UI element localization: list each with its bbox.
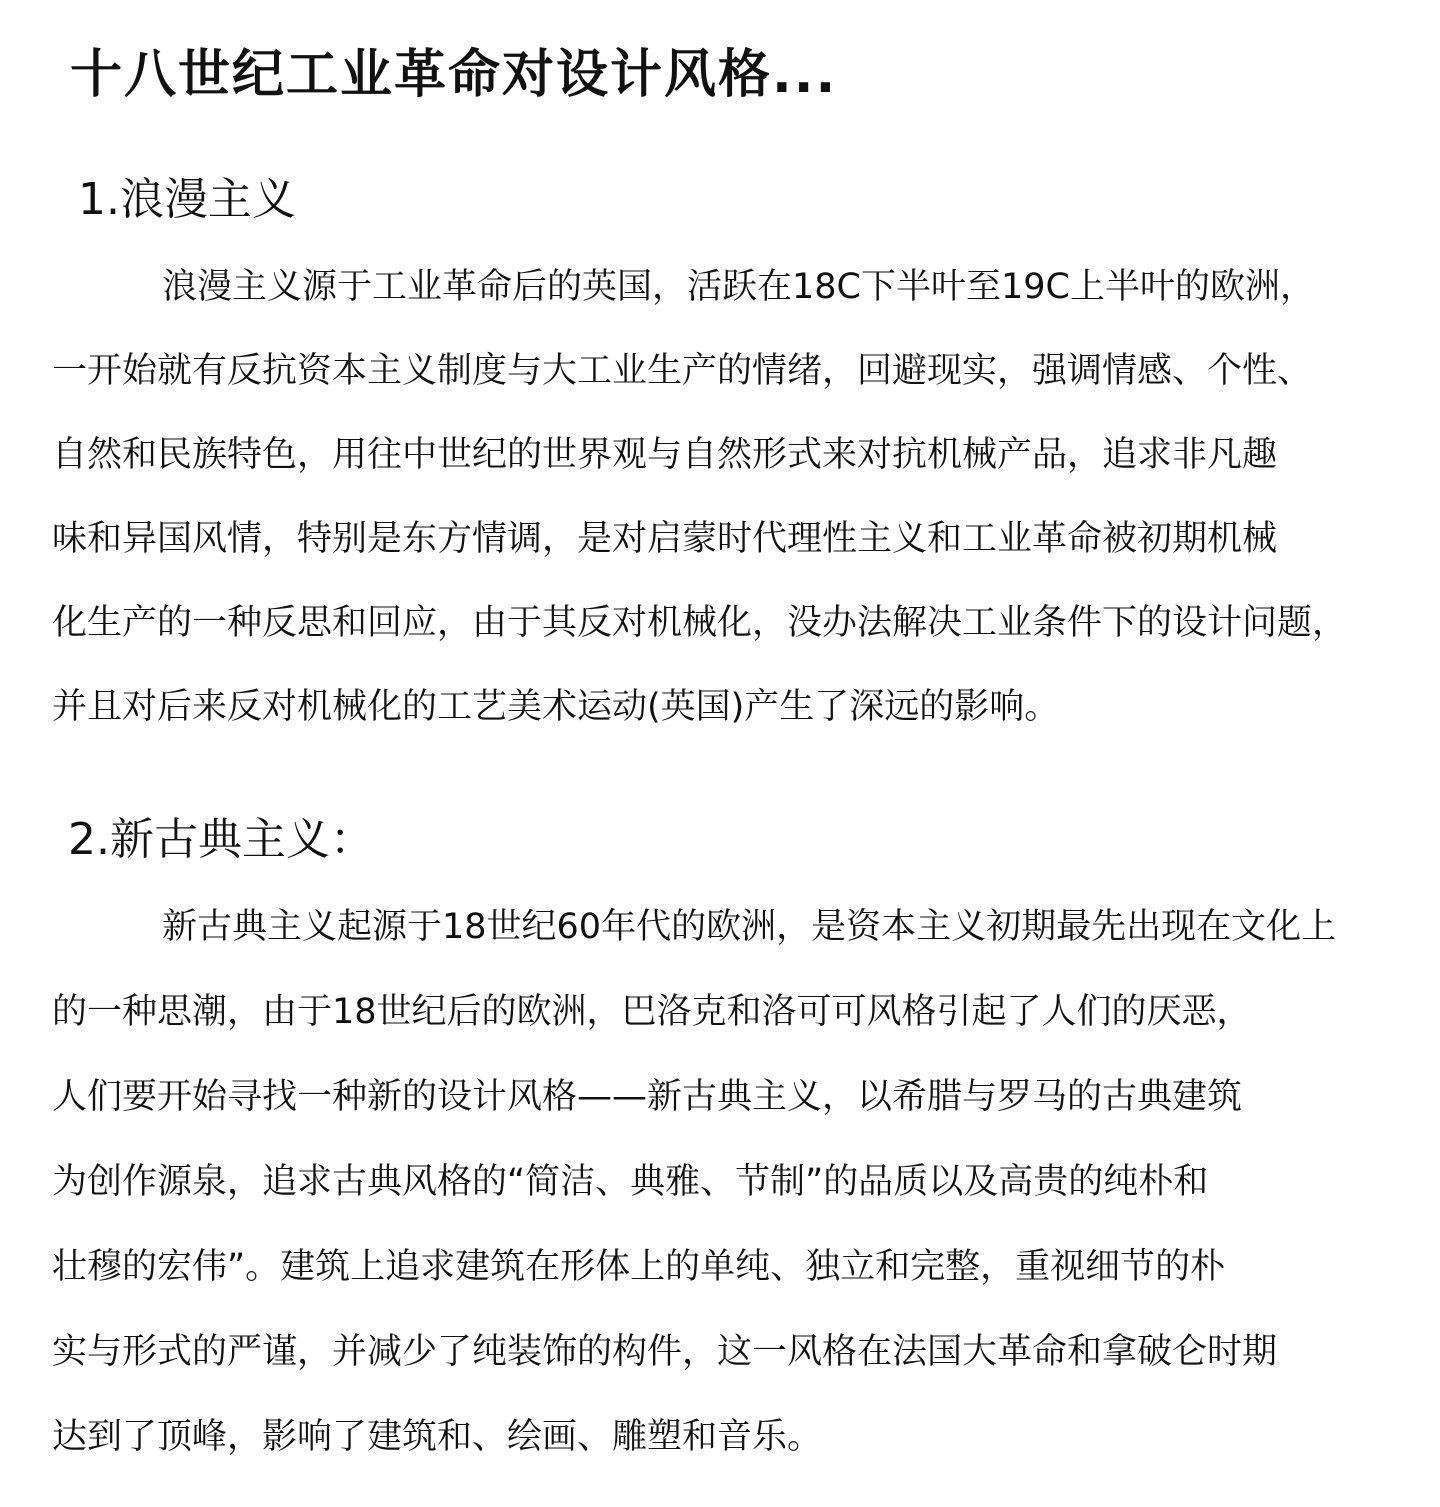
paragraph-line: 味和异国风情，特别是东方情调，是对启蒙时代理性主义和工业革命被初期机械 bbox=[52, 519, 1278, 559]
paragraph-line: 化生产的一种反思和回应，由于其反对机械化，没办法解决工业条件下的设计问题， bbox=[52, 603, 1348, 643]
paragraph-line: 自然和民族特色，用往中世纪的世界观与自然形式来对抗机械产品，追求非凡趣 bbox=[52, 435, 1278, 475]
section-1-paragraph bbox=[52, 245, 1402, 749]
paragraph-line: 实与形式的严谨，并减少了纯装饰的构件，这一风格在法国大革命和拿破仑时期 bbox=[52, 1332, 1278, 1372]
section-1-heading: 1.浪漫主义 bbox=[78, 174, 296, 225]
paragraph-line: 一开始就有反抗资本主义制度与大工业生产的情绪，回避现实，强调情感、个性、 bbox=[52, 351, 1313, 391]
paragraph-line: 人们要开始寻找一种新的设计风格——新古典主义，以希腊与罗马的古典建筑 bbox=[52, 1077, 1243, 1117]
paragraph-line: 浪漫主义源于工业革命后的英国，活跃在18C下半叶至19C上半叶的欧洲， bbox=[162, 267, 1315, 307]
section-2-paragraph bbox=[52, 885, 1402, 1480]
paragraph-line: 的一种思潮，由于18世纪后的欧洲，巴洛克和洛可可风格引起了人们的厌恶， bbox=[52, 992, 1252, 1032]
paragraph-line: 壮穆的宏伟”。建筑上追求建筑在形体上的单纯、独立和完整，重视细节的朴 bbox=[52, 1247, 1226, 1287]
page-title: 十八世纪工业革命对设计风格... bbox=[70, 45, 838, 105]
paragraph-line: 为创作源泉，追求古典风格的“简洁、典雅、节制”的品质以及高贵的纯朴和 bbox=[52, 1162, 1209, 1202]
paragraph-line: 并且对后来反对机械化的工艺美术运动(英国)产生了深远的影响。 bbox=[52, 687, 1060, 727]
paragraph-line: 新古典主义起源于18世纪60年代的欧洲，是资本主义初期最先出现在文化上 bbox=[162, 907, 1337, 947]
paragraph-line: 达到了顶峰，影响了建筑和、绘画、雕塑和音乐。 bbox=[52, 1417, 823, 1457]
section-2-heading: 2.新古典主义： bbox=[68, 814, 374, 865]
